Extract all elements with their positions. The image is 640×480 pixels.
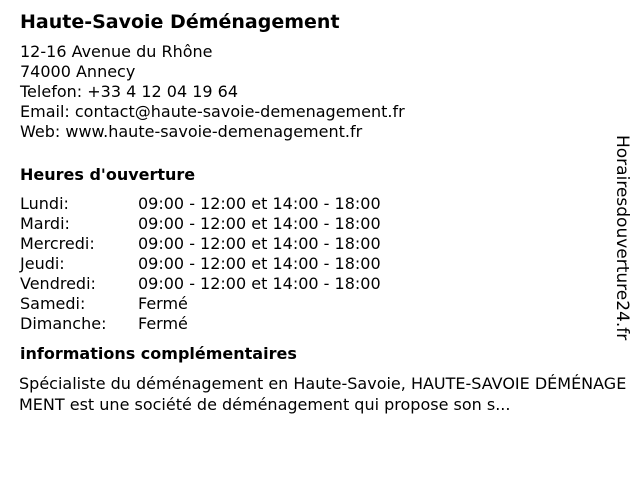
hours-row-tuesday [20,214,620,234]
hours-row-friday [20,274,620,294]
hours-row-monday [20,194,620,214]
email-line: Email: contact@haute-savoie-demenagement.fr [20,102,405,121]
day-hours: Fermé [138,314,188,333]
address-line-1: 12-16 Avenue du Rhône [20,42,213,61]
day-hours: 09:00 - 12:00 et 14:00 - 18:00 [138,194,381,213]
business-name: Haute-Savoie Déménagement [20,11,340,33]
info-heading: informations complémentaires [20,344,297,363]
site-watermark: Horairesdouverture24.fr [612,135,632,341]
hours-list [20,194,620,334]
day-hours: 09:00 - 12:00 et 14:00 - 18:00 [138,254,381,273]
day-label: Mercredi: [20,234,95,253]
day-label: Mardi: [20,214,70,233]
hours-row-sunday [20,314,620,334]
web-line: Web: www.haute-savoie-demenagement.fr [20,122,363,141]
address-line-2: 74000 Annecy [20,62,136,81]
hours-row-thursday [20,254,620,274]
day-label: Dimanche: [20,314,107,333]
day-label: Jeudi: [20,254,65,273]
phone-line: Telefon: +33 4 12 04 19 64 [20,82,239,101]
day-hours: 09:00 - 12:00 et 14:00 - 18:00 [138,214,381,233]
day-label: Lundi: [20,194,69,213]
hours-heading: Heures d'ouverture [20,165,196,184]
day-label: Vendredi: [20,274,96,293]
day-label: Samedi: [20,294,86,313]
hours-row-wednesday [20,234,620,254]
day-hours: Fermé [138,294,188,313]
business-description: Spécialiste du déménagement en Haute-Savoie, HAUTE-SAVOIE DÉMÉNAGEMENT est une société de déménagement qui propose son s... [19,374,627,414]
day-hours: 09:00 - 12:00 et 14:00 - 18:00 [138,234,381,253]
hours-row-saturday [20,294,620,314]
day-hours: 09:00 - 12:00 et 14:00 - 18:00 [138,274,381,293]
